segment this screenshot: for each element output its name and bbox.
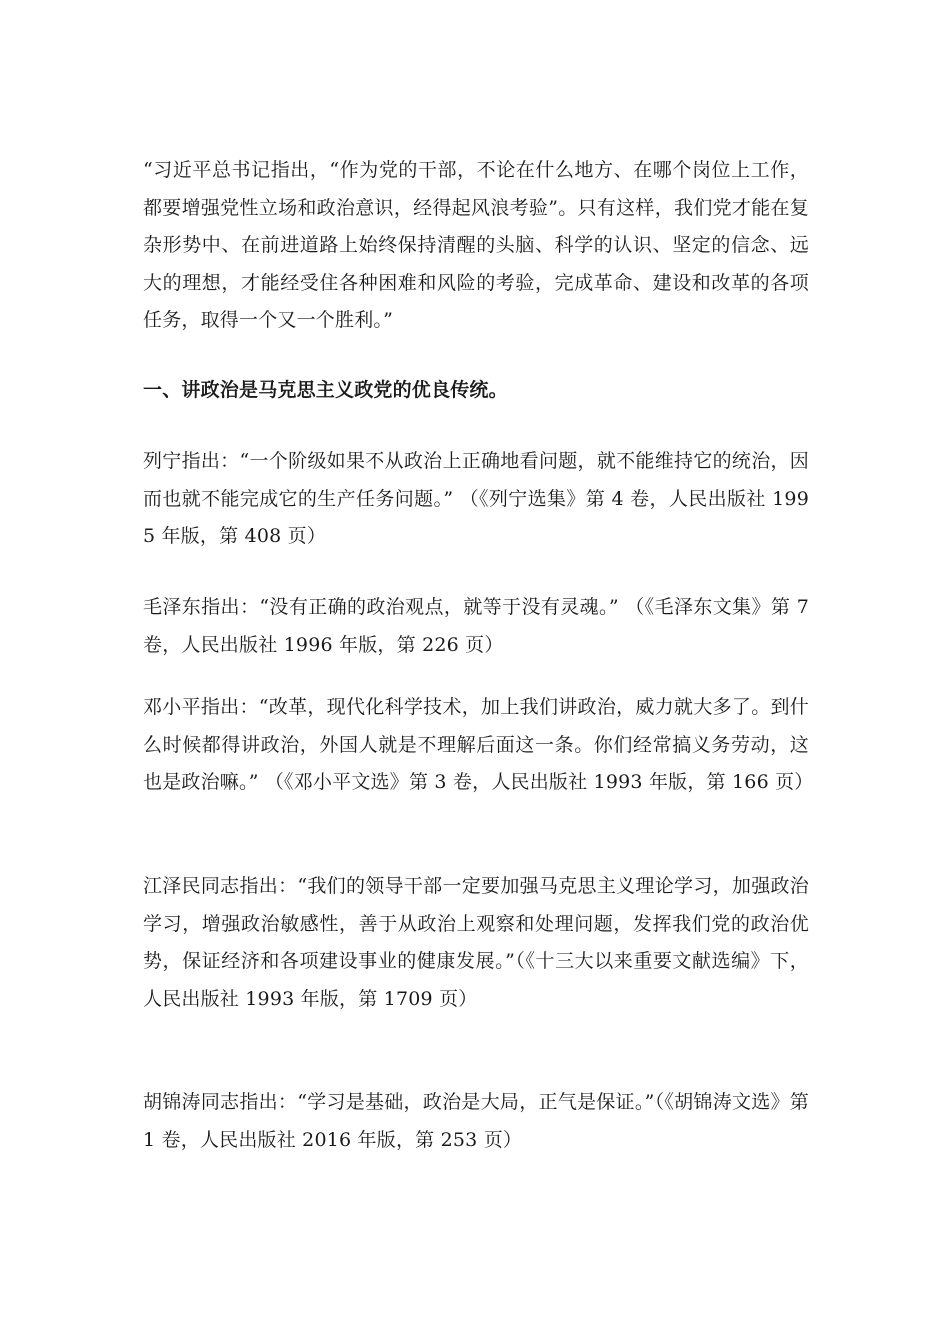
quote-jiang: 江泽民同志指出：“我们的领导干部一定要加强马克思主义理论学习，加强政治学习，增强政治敏感性，善于从政治上观察和处理问题，发挥我们党的政治优势，保证经济和各项建设事业的健康发展。”（《十三大以来重要文献选编》下，人民出版社 1993 年版，第 1709 页） <box>143 875 809 1010</box>
quote-mao: 毛泽东指出：“没有正确的政治观点，就等于没有灵魂。” （《毛泽东文集》第 7 卷，人民出版社 1996 年版，第 226 页） <box>143 596 809 656</box>
quote-deng: 邓小平指出：“改革，现代化科学技术，加上我们讲政治，威力就大多了。到什么时候都得讲政治，外国人就是不理解后面这一条。你们经常搞义务劳动，这也是政治嘛。” （《邓小平文选》第 3 卷，人民出版社 1993 年版，第 166 页） <box>143 696 814 793</box>
section-heading: 一、讲政治是马克思主义政党的优良传统。 <box>143 379 508 401</box>
intro-paragraph: “习近平总书记指出，“作为党的干部，不论在什么地方、在哪个岗位上工作，都要增强党性立场和政治意识，经得起风浪考验”。只有这样，我们党才能在复杂形势中、在前进道路上始终保持清醒的头脑、科学的认识、坚定的信念、远大的理想，才能经受住各种困难和风险的考验，完成革命、建设和改革的各项任务，取得一个又一个胜利。” <box>143 159 809 331</box>
quote-lenin: 列宁指出：“一个阶级如果不从政治上正确地看问题，就不能维持它的统治，因而也就不能完成它的生产任务问题。” （《列宁选集》第 4 卷，人民出版社 1995 年版，第 408 页） <box>143 450 809 547</box>
quote-hu: 胡锦涛同志指出：“学习是基础，政治是大局，正气是保证。”（《胡锦涛文选》第 1 卷，人民出版社 2016 年版，第 253 页） <box>143 1091 809 1151</box>
